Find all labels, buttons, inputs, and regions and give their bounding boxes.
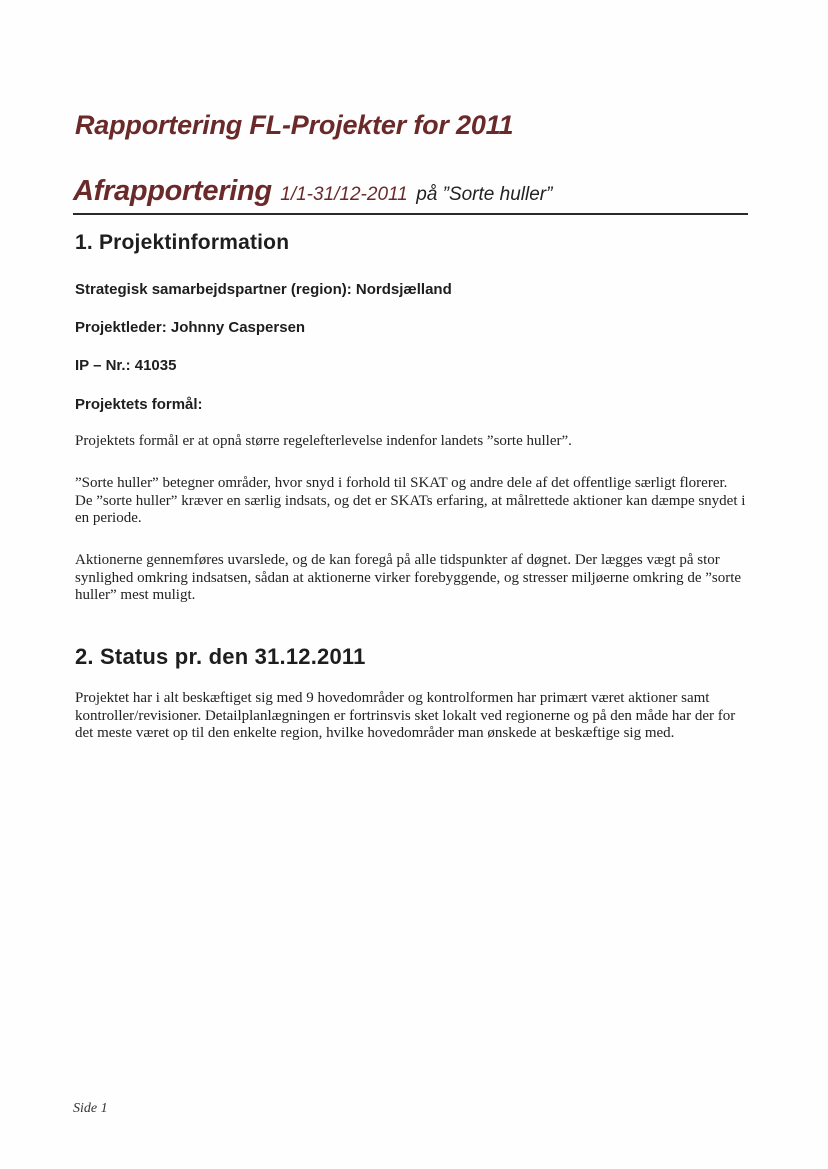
partner-label: Strategisk samarbejdspartner (region): Nordsjælland	[75, 281, 452, 298]
status-paragraph: Projektet har i alt beskæftiget sig med 9 hovedområder og kontrolformen har primært været aktioner samt kontroller/revisioner. Detailplanlægningen er fortrinsvis sket lokalt ved regionerne og på den måde har der for det meste været op til den enkelte region, hvilke hovedområder man ønskede at beskæftige sig med.	[75, 690, 736, 741]
purpose-paragraph-1: Projektets formål er at opnå større regelefterlevelse indenfor landets ”sorte huller”.	[75, 433, 572, 449]
subtitle-dates: 1/1-31/12-2011	[280, 184, 408, 205]
document-title: Rapportering FL-Projekter for 2011	[75, 110, 514, 140]
ip-number-label: IP – Nr.: 41035	[75, 357, 177, 374]
purpose-paragraph-3: Aktionerne gennemføres uvarslede, og de kan foregå på alle tidspunkter af døgnet. Der lægges vægt på stor synlighed omkring indsatsen, sådan at aktionerne virker forebyggende, og stresser miljøerne omkring de ”sorte huller” mest muligt.	[75, 552, 742, 603]
subtitle-row	[73, 175, 748, 215]
page-number: Side 1	[73, 1101, 108, 1116]
project-leader-label: Projektleder: Johnny Caspersen	[75, 319, 306, 336]
subtitle-main: Afrapportering	[73, 175, 272, 207]
section-1-heading: 1. Projektinformation	[75, 231, 290, 254]
section-2-heading: 2. Status pr. den 31.12.2011	[75, 644, 366, 669]
purpose-paragraph-2: ”Sorte huller” betegner områder, hvor snyd i forhold til SKAT og andre dele af det offentlige særligt florerer. De ”sorte huller” kræver en særlig indsats, og det er SKATs erfaring, at målrettede aktioner kan dæmpe snydet i en periode.	[75, 475, 746, 526]
subtitle-tail: på ”Sorte huller”	[416, 184, 553, 205]
purpose-label: Projektets formål:	[75, 396, 203, 413]
